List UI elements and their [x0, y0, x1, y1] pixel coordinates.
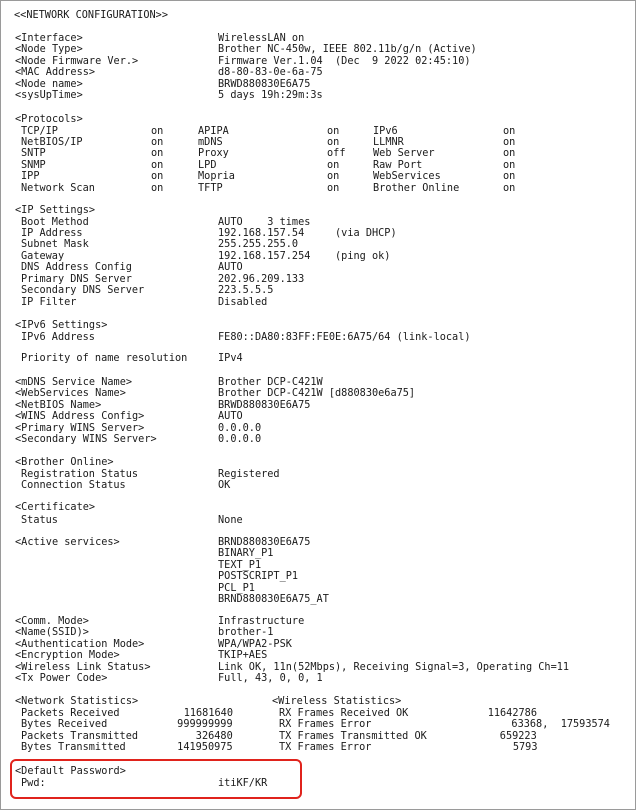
protocol-state: on	[503, 180, 516, 194]
service-name-value: Brother DCP-C421W	[218, 375, 323, 388]
active-service-item: BRND880830E6A75	[218, 535, 311, 548]
active-service-item: BINARY_P1	[218, 546, 274, 560]
active-service-item: PCL_P1	[218, 580, 255, 594]
network-stat-label: Bytes Transmitted	[21, 740, 126, 754]
protocol-state: on	[151, 169, 164, 183]
ip-setting-value: 223.5.5.5	[218, 283, 274, 297]
service-name-value: 0.0.0.0	[218, 432, 262, 446]
network-stat-value: 11681640	[183, 706, 233, 719]
network-stat-value: 326480	[196, 728, 233, 742]
protocol-state: on	[327, 180, 340, 194]
protocol-name: Web Server	[373, 146, 435, 160]
network-stat-label: Packets Transmitted	[21, 728, 139, 742]
network-stat-value: 141950975	[177, 740, 233, 754]
service-name-label: <mDNS Service Name>	[15, 375, 133, 388]
protocol-name: Brother Online	[373, 180, 460, 194]
certificate-header: <Certificate>	[15, 500, 96, 513]
certificate-status-value: None	[218, 512, 243, 526]
wireless-stat-label: RX Frames Received OK	[279, 706, 409, 719]
wireless-field-label: <Name(SSID)>	[15, 625, 89, 639]
protocol-name: Raw Port	[373, 157, 423, 171]
protocol-name: WebServices	[373, 169, 441, 183]
protocol-state: on	[503, 123, 516, 137]
active-service-item: BRND880830E6A75_AT	[218, 592, 329, 606]
interface-field-value: Brother NC-450w, IEEE 802.11b/g/n (Active)	[218, 42, 477, 56]
default-password-value: itiKF/KR	[218, 775, 268, 789]
protocol-state: on	[327, 123, 340, 137]
wireless-field-value: TKIP+AES	[218, 648, 268, 662]
ipv6-address-value: FE80::DA80:83FF:FE0E:6A75/64 (link-local)	[218, 329, 471, 343]
ip-setting-label: Primary DNS Server	[21, 271, 132, 285]
ip-setting-value: AUTO	[218, 260, 243, 274]
protocol-state: on	[151, 123, 164, 137]
interface-field-label: <sysUpTime>	[15, 88, 83, 102]
wireless-field-label: <Encryption Mode>	[15, 648, 120, 662]
protocol-state: on	[503, 146, 516, 160]
ip-setting-value: Disabled	[218, 294, 268, 308]
protocol-name: IPv6	[373, 123, 398, 137]
network-stat-label: Bytes Received	[21, 717, 108, 731]
protocol-state: on	[503, 134, 516, 148]
protocol-name: APIPA	[198, 123, 229, 137]
active-services-header: <Active services>	[15, 535, 120, 548]
service-name-value: BRWD880830E6A75	[218, 397, 311, 411]
protocol-state: on	[503, 157, 516, 171]
network-stat-value: 999999999	[177, 717, 233, 731]
protocol-name: LPD	[198, 157, 217, 171]
default-password-label: Pwd:	[21, 775, 46, 789]
ip-setting-label: DNS Address Config	[21, 260, 132, 274]
interface-field-label: <Node name>	[15, 76, 83, 90]
interface-field-value: BRWD880830E6A75	[218, 76, 311, 90]
protocol-name: TCP/IP	[21, 123, 58, 137]
protocol-name: SNTP	[21, 146, 46, 160]
ip-setting-value: 192.168.157.54 (via DHCP)	[218, 225, 397, 239]
wireless-stat-label: TX Frames Transmitted OK	[279, 728, 427, 742]
certificate-status-label: Status	[21, 512, 58, 526]
wireless-field-value: Full, 43, 0, 0, 1	[218, 671, 323, 685]
priority-value: IPv4	[218, 351, 243, 364]
active-service-item: POSTSCRIPT_P1	[218, 569, 299, 583]
interface-field-label: <Node Firmware Ver.>	[15, 53, 139, 67]
service-name-label: <WebServices Name>	[15, 386, 126, 400]
page-title: <<NETWORK CONFIGURATION>>	[14, 8, 168, 21]
brother-online-label: Registration Status	[21, 466, 139, 480]
protocol-name: Mopria	[198, 169, 235, 183]
protocol-name: LLMNR	[373, 134, 404, 148]
wireless-stat-value: 63368, 17593574	[511, 717, 610, 731]
ip-setting-label: Boot Method	[21, 214, 89, 228]
interface-field-label: <Interface>	[15, 31, 83, 44]
network-statistics-header: <Network Statistics>	[15, 694, 139, 707]
wireless-field-value: Link OK, 11n(52Mbps), Receiving Signal=3, Operating Ch=11	[218, 659, 570, 673]
brother-online-label: Connection Status	[21, 477, 126, 491]
protocol-state: on	[151, 146, 164, 160]
ipv6-settings-header: <IPv6 Settings>	[15, 318, 108, 331]
wireless-stat-label: RX Frames Error	[279, 717, 372, 731]
protocol-name: Network Scan	[21, 180, 95, 194]
wireless-field-value: WPA/WPA2-PSK	[218, 636, 292, 650]
protocol-state: on	[327, 134, 340, 148]
default-password-highlight-box	[10, 759, 302, 799]
ip-setting-label: Subnet Mask	[21, 237, 89, 251]
brother-online-value: Registered	[218, 466, 280, 480]
protocol-state: on	[151, 134, 164, 148]
wireless-field-value: Infrastructure	[218, 614, 305, 627]
protocol-state: on	[327, 169, 340, 183]
protocol-name: mDNS	[198, 134, 223, 148]
protocol-state: on	[503, 169, 516, 183]
interface-field-label: <MAC Address>	[15, 65, 96, 79]
wireless-field-label: <Wireless Link Status>	[15, 659, 151, 673]
interface-field-value: Firmware Ver.1.04 (Dec 9 2022 02:45:10)	[218, 53, 471, 67]
protocol-state: on	[151, 180, 164, 194]
protocol-state: on	[151, 157, 164, 171]
ip-setting-label: Gateway	[21, 248, 65, 262]
protocol-name: TFTP	[198, 180, 223, 194]
ip-setting-label: IP Address	[21, 225, 83, 239]
service-name-label: <Secondary WINS Server>	[15, 432, 157, 446]
priority-label: Priority of name resolution	[21, 351, 188, 364]
protocol-name: SNMP	[21, 157, 46, 171]
ip-setting-value: 202.96.209.133	[218, 271, 305, 285]
wireless-stat-value: 659223	[500, 728, 537, 742]
protocol-state: on	[327, 157, 340, 171]
service-name-value: Brother DCP-C421W [d880830e6a75]	[218, 386, 416, 400]
service-name-value: AUTO	[218, 409, 243, 423]
interface-field-value: d8-80-83-0e-6a-75	[218, 65, 323, 79]
wireless-field-label: <Comm. Mode>	[15, 614, 89, 627]
protocol-name: Proxy	[198, 146, 229, 160]
brother-online-value: OK	[218, 477, 231, 491]
service-name-label: <Primary WINS Server>	[15, 420, 145, 434]
ip-settings-header: <IP Settings>	[15, 203, 96, 216]
ip-setting-label: Secondary DNS Server	[21, 283, 145, 297]
wireless-stat-label: TX Frames Error	[279, 740, 372, 754]
wireless-field-value: brother-1	[218, 625, 274, 639]
wireless-stat-value: 5793	[512, 740, 537, 754]
interface-field-value: WirelessLAN on	[218, 31, 305, 44]
interface-field-value: 5 days 19h:29m:3s	[218, 88, 323, 102]
default-password-header: <Default Password>	[15, 764, 126, 777]
ipv6-address-label: IPv6 Address	[21, 329, 95, 343]
protocol-name: IPP	[21, 169, 40, 183]
service-name-value: 0.0.0.0	[218, 420, 262, 434]
wireless-field-label: <Tx Power Code>	[15, 671, 108, 685]
service-name-label: <WINS Address Config>	[15, 409, 145, 423]
ip-setting-label: IP Filter	[21, 294, 77, 308]
ip-setting-value: 192.168.157.254 (ping ok)	[218, 248, 391, 262]
ip-setting-value: 255.255.255.0	[218, 237, 299, 251]
protocol-name: NetBIOS/IP	[21, 134, 83, 148]
wireless-statistics-header: <Wireless Statistics>	[272, 694, 402, 707]
wireless-field-label: <Authentication Mode>	[15, 636, 145, 650]
protocol-state: off	[327, 146, 346, 160]
ip-setting-value: AUTO 3 times	[218, 214, 311, 228]
network-stat-label: Packets Received	[21, 706, 120, 719]
active-service-item: TEXT_P1	[218, 557, 262, 571]
protocols-header: <Protocols>	[15, 112, 83, 125]
interface-field-label: <Node Type>	[15, 42, 83, 56]
service-name-label: <NetBIOS Name>	[15, 397, 102, 411]
brother-online-header: <Brother Online>	[15, 455, 114, 468]
wireless-stat-value: 11642786	[487, 706, 537, 719]
